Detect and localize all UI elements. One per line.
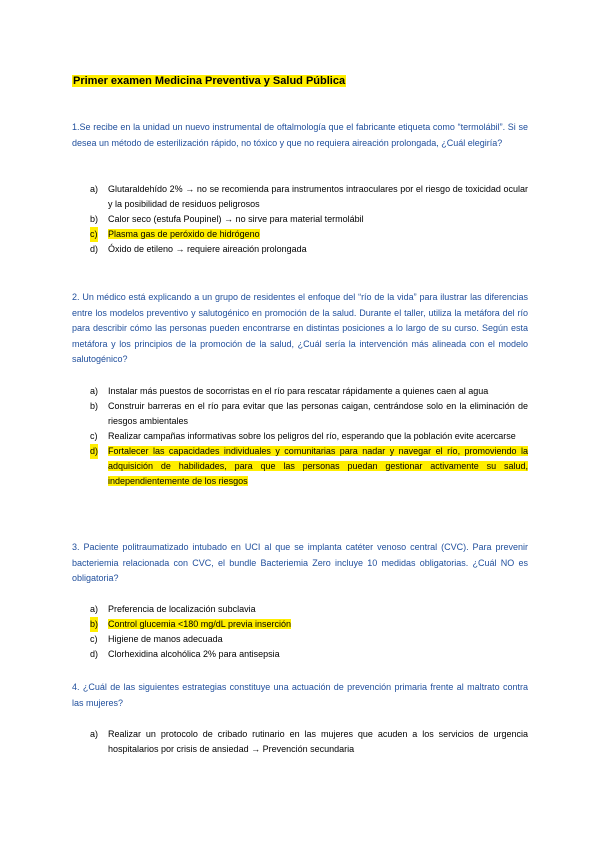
question-4-option-a: a) Realizar un protocolo de cribado rutinario en las mujeres que acuden a los servicios de urgencia hospitalarios por crisis de ansiedad → Prevención secundaria	[90, 729, 528, 754]
question-2-option-b: b) Construir barreras en el río para evitar que las personas caigan, centrándose solo en la eliminación de riesgos ambientales	[90, 401, 528, 426]
question-3: 3. Paciente politraumatizado intubado en UCI al que se implanta catéter venoso central (CVC). Para prevenir bacteriemia relacionada con CVC, el bundle Bacteriemia Zero incluye 10 medidas obligatorias. ¿Cuál NO es obligatoria?	[72, 542, 528, 583]
question-4-options	[72, 727, 528, 757]
highlighted-answer: Fortalecer las capacidades individuales y comunitarias para nadar y navegar el río, promoviendo la adquisición de habilidades, para que las personas puedan gestionar activamente su salud, independientemente de los riesgos	[108, 446, 528, 486]
question-1-options	[72, 182, 528, 257]
question-1: 1.Se recibe en la unidad un nuevo instrumental de oftalmología que el fabricante etiqueta como “termolábil”. Si se desea un método de esterilización rápido, no tóxico y que no requiera aireación prolongada, ¿Cuál elegiría?	[72, 122, 528, 148]
question-1-option-d: d) Óxido de etileno → requiere aireación prolongada	[90, 244, 307, 254]
question-2: 2. Un médico está explicando a un grupo de residentes el enfoque del “río de la vida” para ilustrar las diferencias entre los modelos preventivo y salutogénico en promoción de la salud. Durante el taller, utiliza la metáfora del río para describir cómo las personas pueden encontrarse en distintas posiciones a lo largo de su curso. Según esta metáfora y los principios de la promoción de la salud, ¿Cuál sería la intervención más alineada con el modelo salutogénico?	[72, 292, 528, 364]
highlighted-answer: Control glucemia <180 mg/dL previa inserción	[108, 619, 292, 629]
question-2-option-c: c) Realizar campañas informativas sobre los peligros del río, esperando que la población evite acercarse	[90, 431, 516, 441]
question-3-option-b: b) Control glucemia <180 mg/dL previa inserción	[72, 617, 528, 632]
question-3-option-a: a) Preferencia de localización subclavia	[90, 604, 256, 614]
question-3-option-d: d) Clorhexidina alcohólica 2% para antisepsia	[90, 649, 280, 659]
question-3-option-c: c) Higiene de manos adecuada	[90, 634, 223, 644]
question-1-option-a: a) Glutaraldehído 2% → no se recomienda para instrumentos intraoculares por el riesgo de toxicidad ocular y la posibilidad de residuos peligrosos	[90, 184, 528, 209]
question-1-option-c: c) Plasma gas de peróxido de hidrógeno	[72, 227, 528, 242]
highlighted-answer: Plasma gas de peróxido de hidrógeno	[108, 229, 260, 239]
question-4: 4. ¿Cuál de las siguientes estrategias constituye una actuación de prevención primaria frente al maltrato contra las mujeres?	[72, 682, 528, 708]
question-2-option-d: d) Fortalecer las capacidades individuales y comunitarias para nadar y navegar el río, promoviendo la adquisición de habilidades, para que las personas puedan gestionar activamente su salud, independientemente de los riesgos	[90, 446, 528, 486]
question-2-options	[72, 384, 528, 489]
page-title: Primer examen Medicina Preventiva y Salud Pública	[73, 75, 346, 87]
question-2-option-a: a) Instalar más puestos de socorristas en el río para rescatar rápidamente a quienes caen al agua	[90, 386, 489, 396]
question-1-option-b: b) Calor seco (estufa Poupinel) → no sirve para material termolábil	[90, 214, 364, 224]
question-3-options	[72, 602, 528, 662]
